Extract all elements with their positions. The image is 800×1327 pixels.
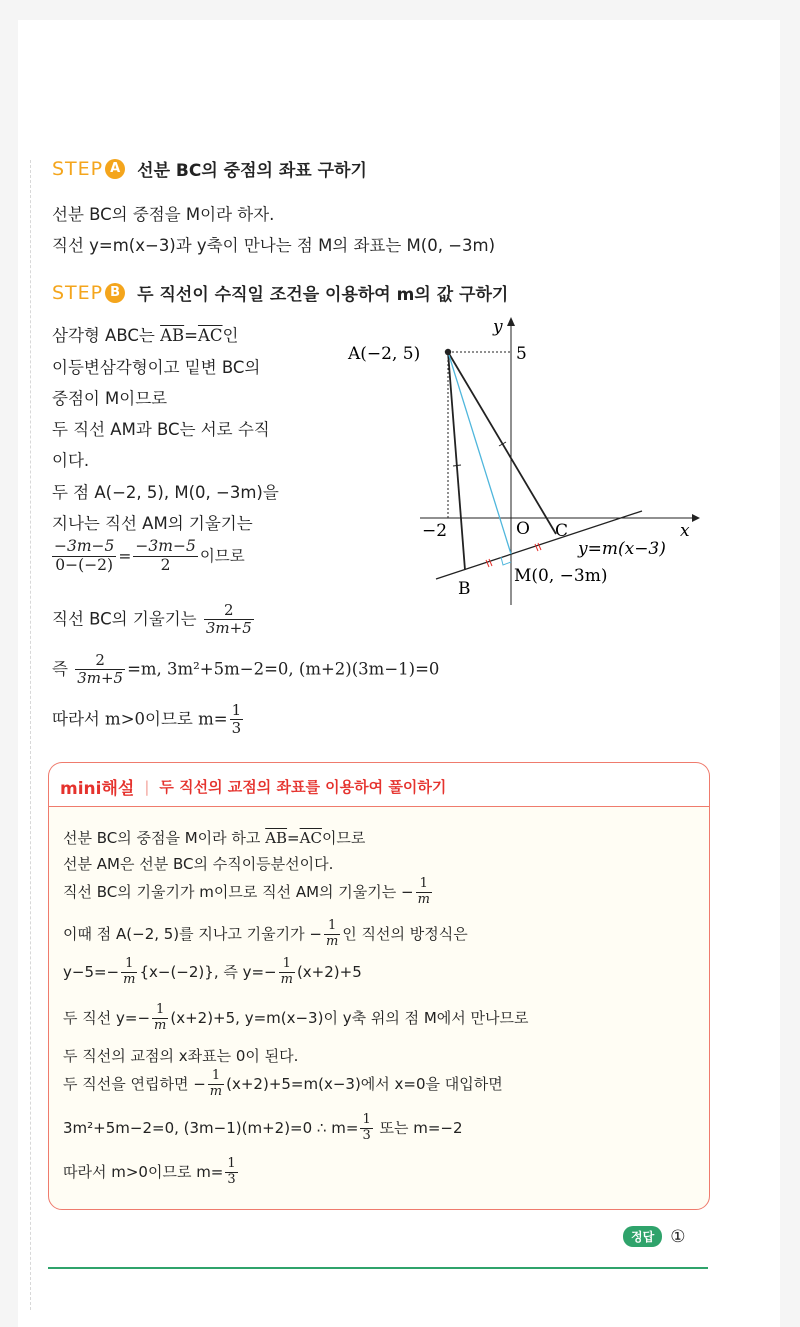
mini-row-10: [63, 1157, 240, 1188]
fraction: [204, 602, 254, 638]
numerator: 1: [416, 877, 432, 893]
numerator: 1: [279, 957, 295, 973]
denominator: m: [417, 891, 430, 907]
text: 삼각형 ABC는: [52, 326, 161, 345]
denominator: 3: [227, 1171, 236, 1187]
label-5: 5: [516, 344, 527, 364]
text: 3m²+5m−2=0, (3m−1)(m+2)=0 ∴ m=: [63, 1118, 359, 1137]
text: y−5=−: [63, 962, 120, 981]
label-m: M(0, −3m): [514, 566, 608, 586]
numerator: 1: [121, 957, 137, 973]
label-x: x: [680, 521, 690, 541]
denominator: m: [280, 971, 293, 987]
step-b-title: 두 직선이 수직일 조건을 이용하여 m의 값 구하기: [137, 285, 509, 305]
label-a: A(−2, 5): [348, 344, 421, 364]
numerator: −3m−5: [54, 537, 115, 555]
step-b-line-5: 이다.: [52, 451, 90, 470]
text: 따라서 m>0이므로 m=: [63, 1162, 224, 1181]
step-b-heading: [52, 280, 508, 305]
text: 이때 점 A(−2, 5)를 지나고 기울기가 −: [63, 924, 322, 943]
step-b-line-9: [52, 602, 256, 638]
step-a-tag: STEP: [52, 157, 104, 180]
side-ac: [448, 352, 556, 534]
point-a: [445, 349, 451, 355]
mini-row-3: [63, 877, 434, 908]
fraction: [416, 877, 432, 908]
text: 이므로: [199, 546, 245, 565]
fraction: [225, 1157, 237, 1188]
step-b-line-6: 두 점 A(−2, 5), M(0, −3m)을: [52, 483, 279, 502]
text: 즉: [52, 659, 74, 679]
tick-ab: [453, 465, 461, 466]
label-line-bc: y=m(x−3): [578, 539, 666, 559]
step-a-letter: A: [105, 159, 125, 179]
text: 또는 m=−2: [374, 1118, 463, 1137]
right-angle-mark: [501, 557, 511, 565]
bottom-rule: [48, 1267, 708, 1269]
text: 따라서 m>0이므로 m=: [52, 709, 228, 729]
denominator: m: [325, 933, 339, 949]
denominator: 2: [160, 555, 171, 574]
label-origin: O: [516, 519, 530, 539]
numerator: 1: [231, 701, 242, 719]
answer-badge: 정답: [623, 1226, 662, 1247]
denominator: 3m+5: [77, 669, 124, 688]
fraction: [324, 919, 340, 950]
equals: =: [118, 546, 132, 565]
mini-row-2: 선분 AM은 선분 BC의 수직이등분선이다.: [63, 855, 334, 873]
equals: =: [287, 829, 300, 847]
mini-heading: [60, 774, 446, 799]
step-b-line-3: 중점이 M이므로: [52, 389, 168, 408]
text: 인 직선의 방정식은: [342, 924, 468, 943]
segment-ac: $\overline{AC}$: [299, 829, 322, 847]
numerator: 1: [152, 1003, 168, 1019]
segment-ab: $\overline{AB}$: [160, 326, 185, 345]
text: (x+2)+5=m(x−3)에서 x=0을 대입하면: [226, 1074, 503, 1093]
fraction: [75, 652, 125, 688]
step-a-heading: [52, 156, 367, 181]
step-b-line-10: [52, 652, 439, 688]
step-b-slope-line: [50, 538, 245, 575]
text: 직선 BC의 기울기는: [52, 609, 202, 629]
text: 두 직선 y=−: [63, 1008, 151, 1027]
triangle-graph: [340, 310, 710, 610]
numerator: 1: [324, 919, 340, 935]
step-a-line-2: 직선 y=m(x−3)과 y축이 만나는 점 M의 좌표는 M(0, −3m): [52, 236, 496, 255]
answer: [623, 1226, 685, 1247]
mini-row-8: [63, 1069, 503, 1100]
step-b-line-2: 이등변삼각형이고 밑변 BC의: [52, 358, 261, 377]
text: (x+2)+5, y=m(x−3)이 y축 위의 점 M에서 만나므로: [170, 1008, 529, 1027]
mini-separator: |: [144, 777, 150, 796]
denominator: 3: [231, 719, 242, 738]
denominator: 3m+5: [205, 619, 252, 638]
denominator: 0−(−2): [55, 555, 114, 574]
step-b-line-7: 지나는 직선 AM의 기울기는: [52, 514, 253, 533]
label-neg2: −2: [422, 521, 448, 541]
numerator: 2: [75, 652, 125, 670]
fraction: [230, 702, 244, 738]
label-b: B: [458, 579, 471, 599]
mini-row-1: [63, 827, 365, 848]
mini-row-5: [63, 957, 362, 988]
fraction: [121, 957, 137, 988]
answer-value: ①: [670, 1226, 686, 1247]
fraction: [279, 957, 295, 988]
text: 인: [222, 326, 239, 345]
text: (x+2)+5: [296, 962, 362, 981]
denominator: m: [209, 1083, 223, 1099]
fraction: [152, 1003, 168, 1034]
numerator: 1: [362, 1112, 371, 1127]
equals: =: [184, 326, 198, 345]
x-axis-arrow: [692, 514, 700, 522]
step-b-line-4: 두 직선 AM과 BC는 서로 수직: [52, 420, 270, 439]
step-a-title: 선분 BC의 중점의 좌표 구하기: [137, 161, 367, 181]
segment-ac: $\overline{AC}$: [197, 326, 223, 345]
label-y: y: [493, 317, 503, 337]
text: 두 직선을 연립하면 −: [63, 1074, 206, 1093]
step-a-line-1: 선분 BC의 중점을 M이라 하자.: [52, 205, 275, 224]
numerator: 1: [208, 1069, 224, 1085]
line-am: [448, 352, 511, 554]
text: 직선 BC의 기울기가 m이므로 직선 AM의 기울기는 −: [63, 882, 414, 901]
page-margin-line: [30, 160, 31, 1310]
mini-row-6: [63, 1003, 529, 1034]
numerator: 2: [204, 602, 254, 620]
numerator: 1: [227, 1156, 236, 1171]
mini-row-9: [63, 1113, 463, 1144]
fraction: [360, 1113, 372, 1144]
step-b-letter: B: [105, 283, 125, 303]
mini-label: mini해설: [60, 779, 135, 799]
mini-solution-box: [48, 806, 710, 1210]
label-c: C: [555, 521, 569, 541]
mini-title: 두 직선의 교점의 좌표를 이용하여 풀이하기: [159, 778, 447, 796]
text: 이므로: [321, 829, 366, 847]
fraction: [208, 1069, 224, 1100]
step-b-line-1: [52, 322, 238, 346]
denominator: m: [123, 971, 136, 987]
text: 선분 BC의 중점을 M이라 하고: [63, 829, 266, 847]
y-axis-arrow: [507, 317, 515, 326]
numerator: −3m−5: [135, 537, 196, 555]
step-b-tag: STEP: [52, 281, 104, 304]
side-ab: [448, 352, 465, 570]
fraction: [133, 538, 197, 575]
step-b-line-11: [52, 702, 245, 738]
text: =m, 3m²+5m−2=0, (m+2)(3m−1)=0: [127, 659, 440, 679]
segment-ab: $\overline{AB}$: [265, 829, 288, 847]
text: {x−(−2)}, 즉 y=−: [139, 962, 277, 981]
denominator: 3: [362, 1127, 371, 1143]
mini-row-7: 두 직선의 교점의 x좌표는 0이 된다.: [63, 1047, 299, 1065]
mini-row-4: [63, 919, 468, 950]
denominator: m: [154, 1017, 167, 1033]
fraction: [52, 538, 116, 575]
